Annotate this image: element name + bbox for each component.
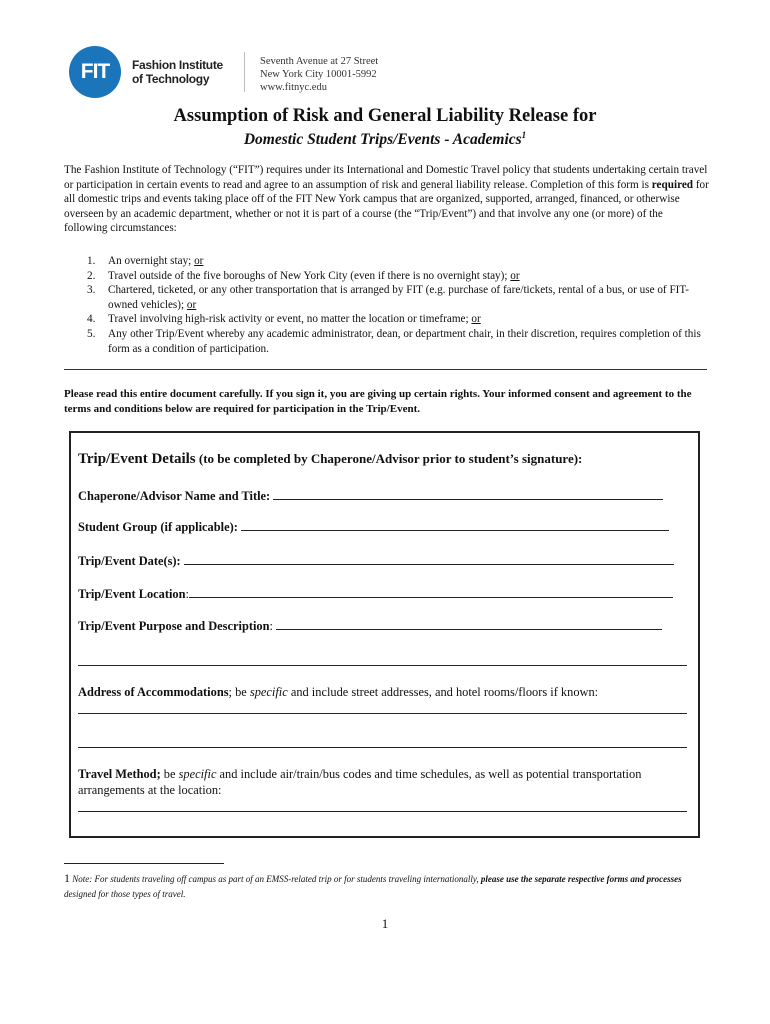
condition-text: Travel outside of the five boroughs of New York City (even if there is no overnight stay); <box>108 269 511 282</box>
condition-item <box>64 327 709 356</box>
condition-number: 3. <box>87 284 96 297</box>
fit-logo: FIT <box>69 46 121 98</box>
purpose-row <box>78 619 662 634</box>
accommodations-row <box>78 685 598 700</box>
footnote-text-bold: please use the separate respective forms and processes <box>480 874 682 884</box>
condition-number: 5. <box>87 327 96 340</box>
condition-number: 2. <box>87 269 96 282</box>
institution-name-line2: of Technology <box>132 72 210 86</box>
section-divider <box>64 369 707 370</box>
institution-name <box>132 58 223 86</box>
location-label: Trip/Event Location <box>78 587 186 601</box>
address-street: Seventh Avenue at 27 Street <box>260 56 379 67</box>
accommodations-hint-specific: specific <box>249 685 288 699</box>
consent-notice: Please read this entire document carefully. If you sign it, you are giving up certain rights. Your informed consent and agreement to the terms and conditions below are required for participation in the Trip/Event. <box>64 388 692 415</box>
footnote <box>64 871 704 902</box>
footnote-text-a: Note: For students traveling off campus as part of an EMSS-related trip or for students traveling internationally, <box>70 874 481 884</box>
institution-address <box>260 55 378 94</box>
condition-text: Any other Trip/Event whereby any academic administrator, dean, or department chair, in their discretion, requires completion of this form as a condition of participation. <box>108 327 701 355</box>
condition-item <box>64 269 709 284</box>
chaperone-row <box>78 489 663 504</box>
condition-number: 4. <box>87 313 96 326</box>
footnote-divider <box>64 863 224 864</box>
travel-hint-specific: specific <box>178 767 217 781</box>
condition-text: Travel involving high-risk activity or event, no matter the location or timeframe; <box>108 313 472 326</box>
condition-text: Chartered, ticketed, or any other transportation that is arranged by FIT (e.g. purchase of fare/tickets, rental of a bus, or use of FIT-owned vehicles); <box>108 284 689 311</box>
condition-item <box>64 312 709 327</box>
chaperone-field[interactable] <box>273 498 663 500</box>
accommodations-field-line2[interactable] <box>78 747 687 748</box>
condition-item <box>64 283 709 312</box>
footnote-text-b: designed for those types of travel. <box>64 889 186 899</box>
condition-conjunction: or <box>471 313 481 326</box>
condition-conjunction: or <box>186 298 197 311</box>
location-field[interactable] <box>189 596 673 598</box>
subtitle-text: Domestic Student Trips/Events - Academics <box>243 131 522 149</box>
page-number: 1 <box>381 916 389 931</box>
conditions-list <box>64 254 709 356</box>
purpose-field-line2[interactable] <box>78 665 687 666</box>
form-heading <box>78 451 582 468</box>
intro-paragraph <box>64 163 709 236</box>
travel-method-field[interactable] <box>78 811 687 812</box>
condition-item <box>64 254 709 269</box>
location-colon: : <box>185 587 189 601</box>
dates-label: Trip/Event Date(s): <box>78 554 181 568</box>
dates-field[interactable] <box>184 563 674 565</box>
condition-number: 1. <box>87 255 96 267</box>
address-website[interactable]: www.fitnyc.edu <box>260 82 327 93</box>
accommodations-hint-b: and include street addresses, and hotel rooms/floors if known: <box>287 685 599 699</box>
travel-method-label: Travel Method; <box>78 767 161 781</box>
address-city: New York City 10001-5992 <box>260 69 377 80</box>
chaperone-label: Chaperone/Advisor Name and Title: <box>78 489 271 503</box>
condition-conjunction: or <box>194 255 204 267</box>
intro-text-1: The Fashion Institute of Technology (“FIT”) requires under its International and Domestic Travel policy that students undertaking certain travel or participation in certain events to read and agree to an assumption of risk and general liability release. Completion of this form is <box>64 164 708 191</box>
travel-method-row <box>78 766 678 798</box>
form-heading-title: Trip/Event Details <box>78 451 196 467</box>
student-group-label: Student Group (if applicable): <box>78 520 238 534</box>
institution-name-line1: Fashion Institute <box>132 58 223 72</box>
intro-text-2: for all domestic trips and events taking place off of the FIT New York campus that are organized, supported, arranged, financed, or otherwise overseen by an academic department, whether or not it is part of a course (the “Trip/Event”) and that involve any one (or more) of the following circumstances: <box>64 178 709 235</box>
purpose-label: Trip/Event Purpose and Description <box>78 619 270 633</box>
student-group-row <box>78 520 669 535</box>
intro-required: required <box>651 178 694 191</box>
condition-conjunction: or <box>510 269 520 282</box>
accommodations-field[interactable] <box>78 713 687 714</box>
travel-hint-a: be <box>160 767 179 781</box>
purpose-field[interactable] <box>276 628 662 630</box>
accommodations-label: Address of Accommodations <box>78 685 229 699</box>
accommodations-hint-a: ; be <box>228 685 250 699</box>
dates-row <box>78 554 674 569</box>
footnote-mark: 1 <box>64 871 70 885</box>
form-heading-note: (to be completed by Chaperone/Advisor prior to student’s signature): <box>195 451 583 466</box>
condition-text: An overnight stay; <box>108 255 195 267</box>
document-subtitle <box>0 130 770 149</box>
location-row <box>78 587 673 602</box>
header-divider <box>244 52 245 92</box>
subtitle-footnote-mark[interactable]: 1 <box>521 130 527 140</box>
student-group-field[interactable] <box>241 529 669 531</box>
purpose-colon: : <box>269 619 277 633</box>
travel-hint-b: and include air/train/bus codes and time schedules, as well as potential transportation arrangements at the location: <box>78 767 642 797</box>
document-title: Assumption of Risk and General Liability Release for <box>173 106 597 126</box>
